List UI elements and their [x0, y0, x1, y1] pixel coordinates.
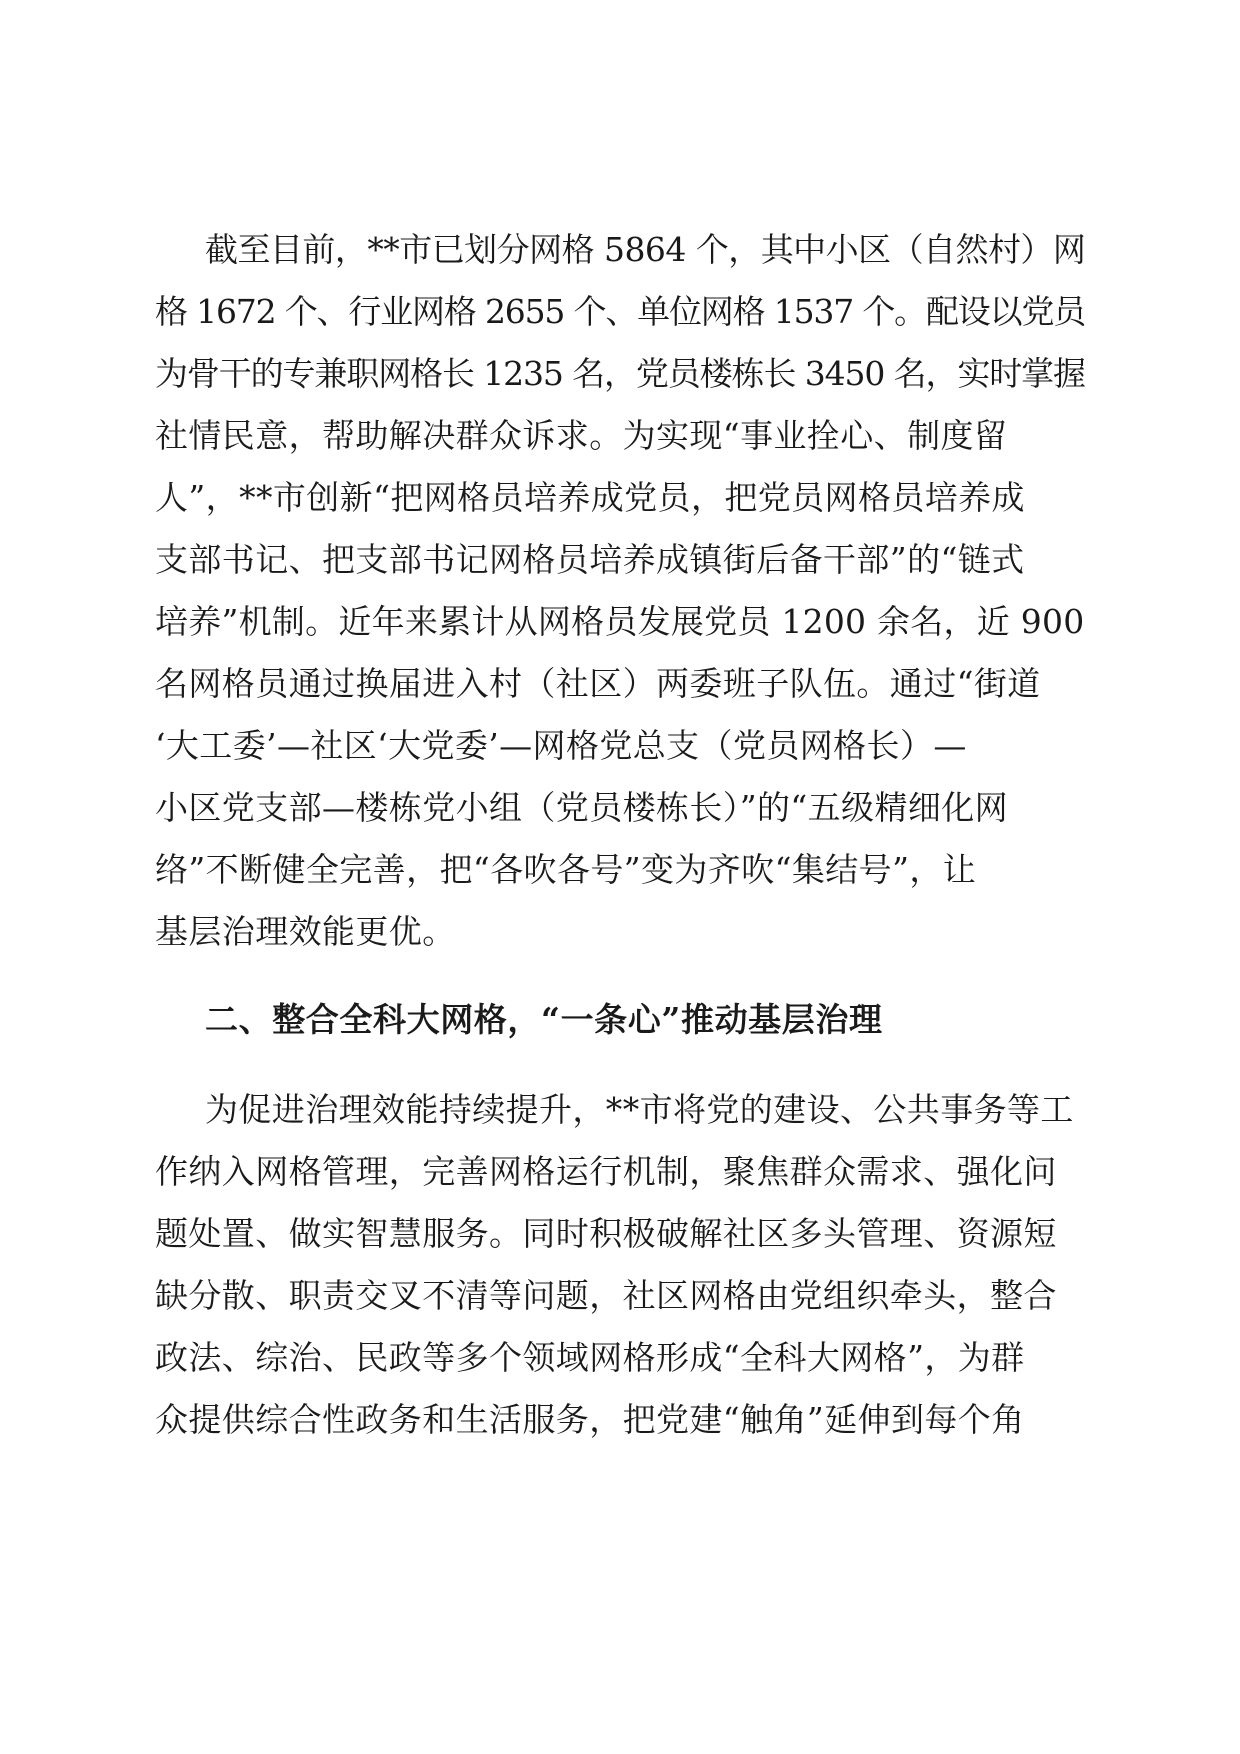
paragraph-1-line-1: 截至目前，**市已划分网格 5864 个，其中小区（自然村）网 — [205, 230, 1086, 269]
paragraph-1-line-2: 格 1672 个、行业网格 2655 个、单位网格 1537 个。配设以党员 — [155, 292, 1086, 331]
paragraph-1-line-11: 络”不断健全完善，把“各吹各号”变为齐吹“集结号”，让 — [155, 850, 977, 889]
paragraph-1-line-8: 名网格员通过换届进入村（社区）两委班子队伍。通过“街道 — [155, 664, 1041, 703]
paragraph-2-line-1: 为促进治理效能持续提升，**市将党的建设、公共事务等工 — [205, 1090, 1074, 1129]
paragraph-2-line-4: 缺分散、职责交叉不清等问题，社区网格由党组织牵头，整合 — [155, 1276, 1057, 1315]
paragraph-2-line-6: 众提供综合性政务和生活服务，把党建“触角”延伸到每个角 — [155, 1400, 1025, 1439]
paragraph-1-line-12: 基层治理效能更优。 — [155, 912, 456, 951]
paragraph-2-line-3: 题处置、做实智慧服务。同时积极破解社区多头管理、资源短 — [155, 1214, 1057, 1253]
paragraph-1-line-9: ‘大工委’—社区‘大党委’—网格党总支（党员网格长）— — [155, 726, 967, 765]
paragraph-1-line-10: 小区党支部—楼栋党小组（党员楼栋长）”的“五级精细化网 — [155, 788, 1009, 827]
paragraph-2-line-5: 政法、综治、民政等多个领域网格形成“全科大网格”，为群 — [155, 1338, 1025, 1377]
paragraph-2-line-2: 作纳入网格管理，完善网格运行机制，聚焦群众需求、强化问 — [155, 1152, 1057, 1191]
paragraph-1-line-5: 人”，**市创新“把网格员培养成党员，把党员网格员培养成 — [155, 478, 1025, 517]
paragraph-1-line-3: 为骨干的专兼职网格长 1235 名，党员楼栋长 3450 名，实时掌握 — [155, 354, 1085, 393]
paragraph-1-line-6: 支部书记、把支部书记网格员培养成镇街后备干部”的“链式 — [155, 540, 1025, 579]
paragraph-1-line-4: 社情民意，帮助解决群众诉求。为实现“事业拴心、制度留 — [155, 416, 1008, 455]
paragraph-1-line-7: 培养”机制。近年来累计从网格员发展党员 1200 余名，近 900 — [155, 602, 1085, 641]
section-heading: 二、整合全科大网格，“一条心”推动基层治理 — [205, 1000, 883, 1039]
